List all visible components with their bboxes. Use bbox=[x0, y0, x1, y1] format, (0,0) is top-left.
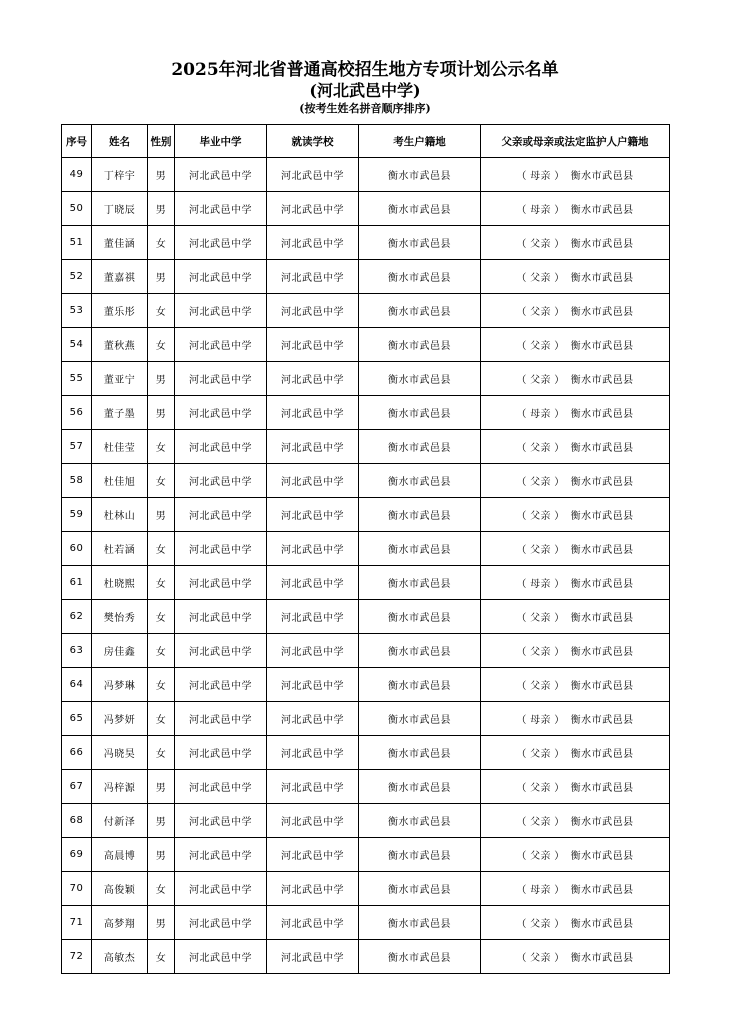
guardian-hukou: 衡水市武邑县 bbox=[570, 919, 634, 930]
cell-hukou: 衡水市武邑县 bbox=[359, 396, 481, 430]
guardian-hukou: 衡水市武邑县 bbox=[570, 545, 634, 556]
cell-no: 71 bbox=[62, 906, 92, 940]
cell-school: 河北武邑中学 bbox=[267, 634, 359, 668]
page-title: 2025年河北省普通高校招生地方专项计划公示名单 bbox=[171, 60, 559, 80]
header-guardian-hukou: 父亲或母亲或法定监护人户籍地 bbox=[481, 125, 670, 158]
cell-school: 河北武邑中学 bbox=[267, 702, 359, 736]
table-row bbox=[62, 702, 670, 736]
guardian-hukou: 衡水市武邑县 bbox=[570, 511, 634, 522]
guardian-relation: （ 父亲 ） bbox=[516, 953, 565, 964]
table-row bbox=[62, 600, 670, 634]
cell-name: 冯梓源 bbox=[92, 770, 148, 804]
guardian-hukou: 衡水市武邑县 bbox=[570, 783, 634, 794]
table-row bbox=[62, 498, 670, 532]
guardian-hukou: 衡水市武邑县 bbox=[570, 409, 634, 420]
cell-school: 河北武邑中学 bbox=[267, 566, 359, 600]
cell-hukou: 衡水市武邑县 bbox=[359, 702, 481, 736]
cell-name: 杜若涵 bbox=[92, 532, 148, 566]
cell-name: 董秋燕 bbox=[92, 328, 148, 362]
table-row bbox=[62, 532, 670, 566]
cell-name: 董佳涵 bbox=[92, 226, 148, 260]
guardian-relation: （ 父亲 ） bbox=[516, 477, 565, 488]
guardian-hukou: 衡水市武邑县 bbox=[570, 851, 634, 862]
cell-guardian bbox=[481, 838, 670, 872]
cell-hukou: 衡水市武邑县 bbox=[359, 328, 481, 362]
header-gender: 性别 bbox=[148, 125, 175, 158]
cell-gender: 女 bbox=[148, 634, 175, 668]
cell-hukou: 衡水市武邑县 bbox=[359, 260, 481, 294]
cell-grad-school: 河北武邑中学 bbox=[175, 702, 267, 736]
guardian-relation: （ 父亲 ） bbox=[516, 511, 565, 522]
cell-name: 董嘉祺 bbox=[92, 260, 148, 294]
guardian-hukou: 衡水市武邑县 bbox=[570, 307, 634, 318]
cell-school: 河北武邑中学 bbox=[267, 600, 359, 634]
cell-grad-school: 河北武邑中学 bbox=[175, 464, 267, 498]
cell-gender: 女 bbox=[148, 294, 175, 328]
cell-hukou: 衡水市武邑县 bbox=[359, 634, 481, 668]
cell-gender: 男 bbox=[148, 260, 175, 294]
cell-school: 河北武邑中学 bbox=[267, 804, 359, 838]
cell-grad-school: 河北武邑中学 bbox=[175, 226, 267, 260]
cell-grad-school: 河北武邑中学 bbox=[175, 396, 267, 430]
cell-no: 70 bbox=[62, 872, 92, 906]
guardian-hukou: 衡水市武邑县 bbox=[570, 477, 634, 488]
cell-hukou: 衡水市武邑县 bbox=[359, 838, 481, 872]
guardian-relation: （ 母亲 ） bbox=[516, 885, 565, 896]
cell-name: 董乐彤 bbox=[92, 294, 148, 328]
cell-guardian bbox=[481, 464, 670, 498]
guardian-relation: （ 父亲 ） bbox=[516, 273, 565, 284]
cell-grad-school: 河北武邑中学 bbox=[175, 430, 267, 464]
guardian-hukou: 衡水市武邑县 bbox=[570, 613, 634, 624]
table-row bbox=[62, 736, 670, 770]
cell-guardian bbox=[481, 804, 670, 838]
guardian-relation: （ 父亲 ） bbox=[516, 919, 565, 930]
guardian-relation: （ 父亲 ） bbox=[516, 239, 565, 250]
guardian-relation: （ 母亲 ） bbox=[516, 409, 565, 420]
cell-name: 丁梓宇 bbox=[92, 158, 148, 192]
header-name: 姓名 bbox=[92, 125, 148, 158]
table-row bbox=[62, 634, 670, 668]
cell-hukou: 衡水市武邑县 bbox=[359, 600, 481, 634]
cell-guardian bbox=[481, 260, 670, 294]
cell-name: 杜佳莹 bbox=[92, 430, 148, 464]
cell-no: 56 bbox=[62, 396, 92, 430]
table-row bbox=[62, 906, 670, 940]
cell-hukou: 衡水市武邑县 bbox=[359, 872, 481, 906]
table-row bbox=[62, 362, 670, 396]
guardian-hukou: 衡水市武邑县 bbox=[570, 817, 634, 828]
cell-no: 60 bbox=[62, 532, 92, 566]
cell-gender: 男 bbox=[148, 362, 175, 396]
header-school: 就读学校 bbox=[267, 125, 359, 158]
cell-grad-school: 河北武邑中学 bbox=[175, 498, 267, 532]
table-row bbox=[62, 430, 670, 464]
cell-guardian bbox=[481, 600, 670, 634]
cell-school: 河北武邑中学 bbox=[267, 736, 359, 770]
cell-grad-school: 河北武邑中学 bbox=[175, 362, 267, 396]
cell-hukou: 衡水市武邑县 bbox=[359, 668, 481, 702]
cell-school: 河北武邑中学 bbox=[267, 464, 359, 498]
guardian-hukou: 衡水市武邑县 bbox=[570, 715, 634, 726]
cell-school: 河北武邑中学 bbox=[267, 260, 359, 294]
cell-school: 河北武邑中学 bbox=[267, 396, 359, 430]
cell-grad-school: 河北武邑中学 bbox=[175, 838, 267, 872]
table-row bbox=[62, 294, 670, 328]
cell-hukou: 衡水市武邑县 bbox=[359, 736, 481, 770]
cell-hukou: 衡水市武邑县 bbox=[359, 362, 481, 396]
cell-guardian bbox=[481, 702, 670, 736]
cell-guardian bbox=[481, 634, 670, 668]
cell-hukou: 衡水市武邑县 bbox=[359, 906, 481, 940]
header-hukou: 考生户籍地 bbox=[359, 125, 481, 158]
cell-grad-school: 河北武邑中学 bbox=[175, 634, 267, 668]
cell-gender: 女 bbox=[148, 668, 175, 702]
cell-no: 65 bbox=[62, 702, 92, 736]
guardian-relation: （ 父亲 ） bbox=[516, 817, 565, 828]
guardian-hukou: 衡水市武邑县 bbox=[570, 579, 634, 590]
guardian-hukou: 衡水市武邑县 bbox=[570, 885, 634, 896]
guardian-relation: （ 父亲 ） bbox=[516, 681, 565, 692]
cell-gender: 男 bbox=[148, 498, 175, 532]
cell-guardian bbox=[481, 192, 670, 226]
guardian-hukou: 衡水市武邑县 bbox=[570, 375, 634, 386]
cell-school: 河北武邑中学 bbox=[267, 498, 359, 532]
cell-no: 58 bbox=[62, 464, 92, 498]
cell-guardian bbox=[481, 770, 670, 804]
cell-no: 63 bbox=[62, 634, 92, 668]
cell-name: 董子墨 bbox=[92, 396, 148, 430]
table-row bbox=[62, 192, 670, 226]
table-row bbox=[62, 158, 670, 192]
table-row bbox=[62, 566, 670, 600]
header-no: 序号 bbox=[62, 125, 92, 158]
cell-guardian bbox=[481, 226, 670, 260]
cell-guardian bbox=[481, 872, 670, 906]
cell-gender: 女 bbox=[148, 600, 175, 634]
cell-school: 河北武邑中学 bbox=[267, 192, 359, 226]
table-row bbox=[62, 396, 670, 430]
roster-body bbox=[62, 158, 670, 974]
guardian-relation: （ 父亲 ） bbox=[516, 613, 565, 624]
cell-school: 河北武邑中学 bbox=[267, 328, 359, 362]
guardian-relation: （ 父亲 ） bbox=[516, 783, 565, 794]
cell-grad-school: 河北武邑中学 bbox=[175, 192, 267, 226]
cell-gender: 女 bbox=[148, 532, 175, 566]
cell-school: 河北武邑中学 bbox=[267, 430, 359, 464]
cell-name: 冯梦琳 bbox=[92, 668, 148, 702]
cell-name: 高俊颖 bbox=[92, 872, 148, 906]
guardian-hukou: 衡水市武邑县 bbox=[570, 341, 634, 352]
cell-guardian bbox=[481, 566, 670, 600]
cell-guardian bbox=[481, 940, 670, 974]
cell-school: 河北武邑中学 bbox=[267, 226, 359, 260]
cell-school: 河北武邑中学 bbox=[267, 838, 359, 872]
cell-gender: 男 bbox=[148, 192, 175, 226]
cell-name: 董亚宁 bbox=[92, 362, 148, 396]
cell-grad-school: 河北武邑中学 bbox=[175, 532, 267, 566]
cell-school: 河北武邑中学 bbox=[267, 532, 359, 566]
table-row bbox=[62, 838, 670, 872]
guardian-relation: （ 父亲 ） bbox=[516, 749, 565, 760]
table-row bbox=[62, 804, 670, 838]
cell-guardian bbox=[481, 328, 670, 362]
cell-hukou: 衡水市武邑县 bbox=[359, 192, 481, 226]
cell-gender: 女 bbox=[148, 702, 175, 736]
cell-no: 59 bbox=[62, 498, 92, 532]
cell-guardian bbox=[481, 362, 670, 396]
table-row bbox=[62, 260, 670, 294]
guardian-relation: （ 父亲 ） bbox=[516, 647, 565, 658]
cell-gender: 女 bbox=[148, 226, 175, 260]
guardian-relation: （ 父亲 ） bbox=[516, 545, 565, 556]
guardian-hukou: 衡水市武邑县 bbox=[570, 647, 634, 658]
cell-no: 54 bbox=[62, 328, 92, 362]
cell-name: 杜晓熙 bbox=[92, 566, 148, 600]
cell-school: 河北武邑中学 bbox=[267, 940, 359, 974]
cell-no: 61 bbox=[62, 566, 92, 600]
cell-grad-school: 河北武邑中学 bbox=[175, 668, 267, 702]
cell-guardian bbox=[481, 668, 670, 702]
table-row bbox=[62, 940, 670, 974]
guardian-relation: （ 父亲 ） bbox=[516, 443, 565, 454]
cell-hukou: 衡水市武邑县 bbox=[359, 430, 481, 464]
table-row bbox=[62, 226, 670, 260]
guardian-relation: （ 母亲 ） bbox=[516, 579, 565, 590]
guardian-hukou: 衡水市武邑县 bbox=[570, 171, 634, 182]
cell-school: 河北武邑中学 bbox=[267, 294, 359, 328]
cell-no: 69 bbox=[62, 838, 92, 872]
cell-name: 房佳鑫 bbox=[92, 634, 148, 668]
cell-gender: 男 bbox=[148, 770, 175, 804]
cell-no: 62 bbox=[62, 600, 92, 634]
cell-gender: 男 bbox=[148, 158, 175, 192]
cell-grad-school: 河北武邑中学 bbox=[175, 906, 267, 940]
cell-gender: 男 bbox=[148, 396, 175, 430]
cell-name: 高晨博 bbox=[92, 838, 148, 872]
guardian-relation: （ 母亲 ） bbox=[516, 205, 565, 216]
cell-school: 河北武邑中学 bbox=[267, 906, 359, 940]
cell-school: 河北武邑中学 bbox=[267, 158, 359, 192]
guardian-hukou: 衡水市武邑县 bbox=[570, 681, 634, 692]
cell-gender: 女 bbox=[148, 328, 175, 362]
cell-school: 河北武邑中学 bbox=[267, 362, 359, 396]
cell-gender: 女 bbox=[148, 430, 175, 464]
cell-no: 52 bbox=[62, 260, 92, 294]
cell-gender: 女 bbox=[148, 872, 175, 906]
roster-table bbox=[61, 124, 670, 974]
cell-grad-school: 河北武邑中学 bbox=[175, 736, 267, 770]
cell-name: 杜林山 bbox=[92, 498, 148, 532]
cell-guardian bbox=[481, 906, 670, 940]
cell-guardian bbox=[481, 532, 670, 566]
cell-no: 51 bbox=[62, 226, 92, 260]
cell-grad-school: 河北武邑中学 bbox=[175, 260, 267, 294]
cell-gender: 女 bbox=[148, 464, 175, 498]
guardian-hukou: 衡水市武邑县 bbox=[570, 273, 634, 284]
cell-school: 河北武邑中学 bbox=[267, 668, 359, 702]
cell-name: 高敏杰 bbox=[92, 940, 148, 974]
cell-name: 樊怡秀 bbox=[92, 600, 148, 634]
table-row bbox=[62, 770, 670, 804]
cell-school: 河北武邑中学 bbox=[267, 770, 359, 804]
cell-name: 丁晓辰 bbox=[92, 192, 148, 226]
cell-grad-school: 河北武邑中学 bbox=[175, 600, 267, 634]
cell-guardian bbox=[481, 736, 670, 770]
cell-hukou: 衡水市武邑县 bbox=[359, 498, 481, 532]
cell-guardian bbox=[481, 294, 670, 328]
cell-gender: 女 bbox=[148, 940, 175, 974]
cell-hukou: 衡水市武邑县 bbox=[359, 294, 481, 328]
cell-grad-school: 河北武邑中学 bbox=[175, 158, 267, 192]
guardian-relation: （ 父亲 ） bbox=[516, 851, 565, 862]
cell-grad-school: 河北武邑中学 bbox=[175, 328, 267, 362]
cell-name: 高梦翔 bbox=[92, 906, 148, 940]
table-row bbox=[62, 872, 670, 906]
guardian-relation: （ 母亲 ） bbox=[516, 171, 565, 182]
sort-note: (按考生姓名拼音顺序排序) bbox=[299, 102, 431, 115]
guardian-hukou: 衡水市武邑县 bbox=[570, 749, 634, 760]
cell-no: 68 bbox=[62, 804, 92, 838]
guardian-hukou: 衡水市武邑县 bbox=[570, 239, 634, 250]
cell-grad-school: 河北武邑中学 bbox=[175, 770, 267, 804]
cell-hukou: 衡水市武邑县 bbox=[359, 770, 481, 804]
cell-no: 49 bbox=[62, 158, 92, 192]
table-row bbox=[62, 464, 670, 498]
cell-grad-school: 河北武邑中学 bbox=[175, 872, 267, 906]
cell-hukou: 衡水市武邑县 bbox=[359, 532, 481, 566]
cell-no: 50 bbox=[62, 192, 92, 226]
cell-grad-school: 河北武邑中学 bbox=[175, 566, 267, 600]
cell-no: 57 bbox=[62, 430, 92, 464]
cell-gender: 男 bbox=[148, 906, 175, 940]
cell-guardian bbox=[481, 158, 670, 192]
cell-hukou: 衡水市武邑县 bbox=[359, 158, 481, 192]
cell-gender: 女 bbox=[148, 566, 175, 600]
cell-no: 67 bbox=[62, 770, 92, 804]
cell-school: 河北武邑中学 bbox=[267, 872, 359, 906]
table-row bbox=[62, 328, 670, 362]
cell-hukou: 衡水市武邑县 bbox=[359, 226, 481, 260]
guardian-hukou: 衡水市武邑县 bbox=[570, 443, 634, 454]
cell-hukou: 衡水市武邑县 bbox=[359, 804, 481, 838]
cell-grad-school: 河北武邑中学 bbox=[175, 294, 267, 328]
cell-hukou: 衡水市武邑县 bbox=[359, 940, 481, 974]
guardian-relation: （ 父亲 ） bbox=[516, 307, 565, 318]
cell-guardian bbox=[481, 430, 670, 464]
cell-name: 冯梦妍 bbox=[92, 702, 148, 736]
cell-gender: 女 bbox=[148, 736, 175, 770]
cell-no: 72 bbox=[62, 940, 92, 974]
cell-no: 53 bbox=[62, 294, 92, 328]
cell-hukou: 衡水市武邑县 bbox=[359, 464, 481, 498]
cell-guardian bbox=[481, 396, 670, 430]
cell-grad-school: 河北武邑中学 bbox=[175, 804, 267, 838]
header-grad-school: 毕业中学 bbox=[175, 125, 267, 158]
cell-no: 64 bbox=[62, 668, 92, 702]
cell-name: 付新泽 bbox=[92, 804, 148, 838]
guardian-relation: （ 母亲 ） bbox=[516, 715, 565, 726]
cell-hukou: 衡水市武邑县 bbox=[359, 566, 481, 600]
cell-grad-school: 河北武邑中学 bbox=[175, 940, 267, 974]
table-row bbox=[62, 668, 670, 702]
guardian-hukou: 衡水市武邑县 bbox=[570, 953, 634, 964]
guardian-hukou: 衡水市武邑县 bbox=[570, 205, 634, 216]
school-subtitle: (河北武邑中学) bbox=[309, 81, 421, 100]
cell-gender: 男 bbox=[148, 838, 175, 872]
header-row bbox=[62, 125, 670, 158]
cell-guardian bbox=[481, 498, 670, 532]
guardian-relation: （ 父亲 ） bbox=[516, 341, 565, 352]
cell-name: 杜佳旭 bbox=[92, 464, 148, 498]
cell-no: 55 bbox=[62, 362, 92, 396]
cell-no: 66 bbox=[62, 736, 92, 770]
guardian-relation: （ 父亲 ） bbox=[516, 375, 565, 386]
cell-gender: 男 bbox=[148, 804, 175, 838]
cell-name: 冯晓昊 bbox=[92, 736, 148, 770]
